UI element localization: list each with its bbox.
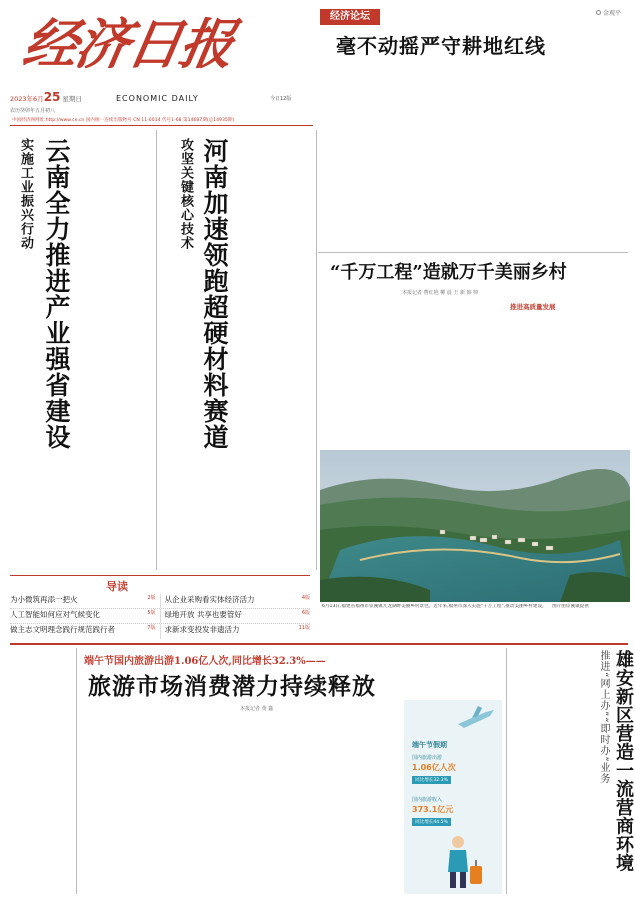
guide-link-2[interactable]: 人工智能如何应对气候变化 5版	[10, 610, 156, 619]
tourism-infographic	[404, 700, 502, 894]
masthead-date-line: 2023年6月25 星期日	[10, 90, 82, 104]
guide-row	[10, 594, 310, 609]
guide-link-1[interactable]: 从企业采购看实体经济活力 4版	[160, 594, 311, 608]
infographic-label-1: 国内旅游收入	[412, 797, 443, 803]
infographic-growth-1: 同比增长44.5%	[412, 818, 451, 826]
xiongan-kicker: 推进“网上办”“即时办”业务	[598, 650, 609, 785]
villages-sidebar	[510, 302, 628, 448]
masthead-english-name: ECONOMIC DAILY	[116, 94, 199, 103]
infographic-value-0: 1.06亿人次	[412, 763, 456, 772]
guide-link-4[interactable]: 做主志文明理念践行规范践行者 7版	[10, 625, 156, 634]
guide-list	[10, 594, 310, 639]
infographic-value-1: 373.1亿元	[412, 805, 454, 814]
guide-link-3[interactable]: 绿地开放 共享也要管好 6版	[160, 609, 311, 623]
forum-article-col1	[320, 72, 416, 247]
villages-sidebar-text	[510, 314, 628, 444]
henan-headline: 河南加速领跑超硬材料赛道	[200, 138, 229, 450]
guide-row	[10, 624, 310, 639]
photo-credit: 图片由宦溪镇提供	[552, 604, 589, 609]
villages-sidebar-title: 推进高质量发展	[510, 303, 556, 311]
villages-article-col1	[322, 302, 410, 448]
yunnan-article-a	[92, 140, 150, 360]
masthead-info-bar: 中国经济网网址:http://www.ce.cn 国内统一连续出版物号 CN 11-0014 代号1-68 第14687期(总14935期)	[12, 118, 235, 123]
xiongan-article	[510, 648, 586, 894]
search-icon	[596, 10, 601, 15]
photo-caption-text: 6月13日,福建省福州市宦溪镇九龙湖畔美丽乡村景色。近年来,福州市深入实施“千万工程”,推动美丽乡村建设。	[322, 604, 547, 609]
yunnan-subtitle: 实施工业振兴行动	[18, 138, 33, 250]
airplane-icon	[456, 704, 496, 734]
guide-link-5[interactable]: 求新求变投发非遗活力 11版	[160, 624, 311, 639]
villages-article-col2	[414, 302, 502, 448]
forum-article-col3	[524, 72, 624, 247]
newspaper-logo: 经济日报	[18, 12, 238, 76]
tourism-headline: 旅游市场消费潜力持续释放	[88, 673, 376, 700]
tourism-summary: 端午节国内旅游出游1.06亿人次,同比增长32.3%——	[84, 656, 326, 667]
village-photo	[320, 450, 630, 602]
tourism-article-col5	[334, 716, 402, 894]
tourism-article-col3	[166, 716, 246, 894]
guide-row	[10, 609, 310, 624]
forum-column-tag: 经济论坛	[320, 9, 380, 25]
forum-headline: 毫不动摇严守耕地红线	[336, 34, 546, 58]
guide-link-0[interactable]: 为小微筑再添一把火 2版	[10, 595, 156, 604]
infographic-label-0: 国内旅游出游	[412, 755, 443, 761]
tourism-article-col1	[10, 762, 72, 894]
yunnan-headline: 云南全力推进产业强省建设	[42, 138, 71, 450]
henan-subtitle: 攻坚关键核心技术	[178, 138, 193, 250]
villages-headline: “千万工程”造就万千美丽乡村	[330, 262, 567, 283]
traveler-illustration	[428, 832, 488, 892]
tourism-article-col2	[82, 716, 162, 894]
henan-article-b	[160, 400, 312, 570]
masthead-edition: 今日12版	[270, 96, 292, 102]
photo-caption	[322, 604, 628, 618]
henan-article-a	[242, 140, 312, 380]
xiongan-headline: 雄安新区营造一流营商环境	[613, 650, 634, 872]
villages-byline: 本报记者 曹红艳 柳 晨 王 新 韩 帅	[402, 290, 479, 296]
forum-article-col2	[422, 72, 518, 247]
tourism-byline: 本报记者 黄 鑫	[240, 706, 274, 712]
infographic-header: 端午节假期	[412, 741, 447, 749]
yunnan-article-b	[10, 380, 150, 570]
tourism-article-col4	[250, 716, 330, 894]
brief-news	[10, 648, 72, 758]
top-author: 金观平	[596, 8, 621, 17]
infographic-growth-0: 同比增长32.3%	[412, 776, 451, 784]
guide-box	[10, 578, 310, 640]
masthead-lunar: 农历癸卯年五月初八	[10, 108, 56, 114]
guide-label: 导读	[106, 580, 128, 593]
